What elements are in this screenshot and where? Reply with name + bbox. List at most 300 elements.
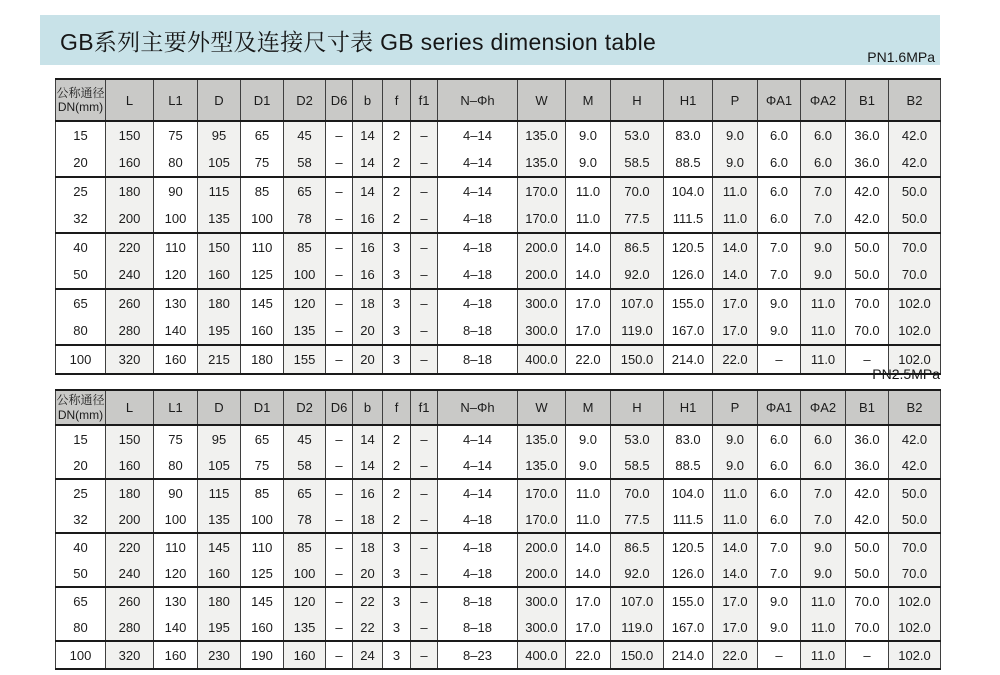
table-cell: 7.0 bbox=[801, 479, 846, 506]
table-cell: 22.0 bbox=[566, 641, 611, 669]
table-cell: 70.0 bbox=[611, 479, 664, 506]
table-row bbox=[56, 533, 941, 560]
column-header-dn: 公称通径 DN(mm) bbox=[56, 79, 106, 121]
column-header: D2 bbox=[284, 390, 326, 425]
table-cell: 8–18 bbox=[438, 345, 518, 374]
table-cell: 9.0 bbox=[758, 614, 801, 641]
table-cell: 4–14 bbox=[438, 177, 518, 205]
table-cell: 6.0 bbox=[801, 121, 846, 149]
table-cell: 3 bbox=[383, 289, 411, 317]
table-cell: 300.0 bbox=[518, 587, 566, 614]
table-cell: 119.0 bbox=[611, 317, 664, 345]
table-row bbox=[56, 177, 941, 205]
table-cell: 88.5 bbox=[664, 452, 713, 479]
table-cell: 9.0 bbox=[801, 560, 846, 587]
table-cell: 11.0 bbox=[566, 479, 611, 506]
table-cell: 3 bbox=[383, 533, 411, 560]
table-cell: 92.0 bbox=[611, 261, 664, 289]
table-cell: 4–14 bbox=[438, 149, 518, 177]
table-cell: – bbox=[411, 205, 438, 233]
table-cell: 126.0 bbox=[664, 261, 713, 289]
table-cell: 80 bbox=[154, 149, 198, 177]
table-cell: 50.0 bbox=[889, 177, 941, 205]
table-cell: 65 bbox=[56, 289, 106, 317]
table-cell: 11.0 bbox=[801, 317, 846, 345]
table-cell: 400.0 bbox=[518, 345, 566, 374]
table-cell: 70.0 bbox=[889, 533, 941, 560]
table-cell: – bbox=[411, 289, 438, 317]
column-header: N–Φh bbox=[438, 79, 518, 121]
table-cell: 80 bbox=[56, 317, 106, 345]
table-cell: 3 bbox=[383, 560, 411, 587]
table-cell: 14.0 bbox=[566, 233, 611, 261]
table-cell: – bbox=[326, 177, 353, 205]
table-cell: 8–18 bbox=[438, 614, 518, 641]
column-header: M bbox=[566, 79, 611, 121]
table-cell: – bbox=[411, 587, 438, 614]
column-header: D6 bbox=[326, 79, 353, 121]
table-cell: 11.0 bbox=[713, 479, 758, 506]
table-cell: 14 bbox=[353, 149, 383, 177]
table-cell: 3 bbox=[383, 641, 411, 669]
table-cell: 85 bbox=[241, 479, 284, 506]
table-cell: 42.0 bbox=[889, 452, 941, 479]
table-cell: 7.0 bbox=[758, 560, 801, 587]
column-header: f bbox=[383, 79, 411, 121]
table-cell: 75 bbox=[241, 149, 284, 177]
table-cell: 167.0 bbox=[664, 317, 713, 345]
table-cell: 160 bbox=[154, 345, 198, 374]
table-cell: 85 bbox=[241, 177, 284, 205]
table-cell: 6.0 bbox=[801, 425, 846, 452]
table-cell: – bbox=[758, 641, 801, 669]
table-cell: 160 bbox=[241, 317, 284, 345]
table-cell: – bbox=[326, 641, 353, 669]
table-cell: 150 bbox=[198, 233, 241, 261]
table-row bbox=[56, 452, 941, 479]
table-cell: 100 bbox=[241, 506, 284, 533]
table-cell: – bbox=[411, 317, 438, 345]
table-cell: 70.0 bbox=[889, 261, 941, 289]
column-header: H bbox=[611, 79, 664, 121]
table-cell: 50.0 bbox=[889, 506, 941, 533]
table-cell: 260 bbox=[106, 587, 154, 614]
table-cell: 135.0 bbox=[518, 425, 566, 452]
table-cell: 6.0 bbox=[758, 479, 801, 506]
table-cell: 2 bbox=[383, 177, 411, 205]
table-cell: – bbox=[326, 560, 353, 587]
table-cell: 85 bbox=[284, 233, 326, 261]
column-header: B2 bbox=[889, 390, 941, 425]
table-cell: 14.0 bbox=[713, 233, 758, 261]
table-cell: 150.0 bbox=[611, 345, 664, 374]
table-cell: 111.5 bbox=[664, 506, 713, 533]
column-header: D1 bbox=[241, 390, 284, 425]
table-cell: 135 bbox=[198, 506, 241, 533]
table-cell: 4–14 bbox=[438, 425, 518, 452]
table-cell: 280 bbox=[106, 317, 154, 345]
table-cell: 4–14 bbox=[438, 452, 518, 479]
table-cell: 167.0 bbox=[664, 614, 713, 641]
table-cell: 3 bbox=[383, 317, 411, 345]
table-cell: 120 bbox=[284, 587, 326, 614]
table-cell: 300.0 bbox=[518, 614, 566, 641]
dimension-table-pn16 bbox=[55, 78, 941, 375]
table-row bbox=[56, 614, 941, 641]
table-cell: 18 bbox=[353, 506, 383, 533]
table-cell: 75 bbox=[241, 452, 284, 479]
table-cell: – bbox=[411, 233, 438, 261]
table-cell: 120 bbox=[154, 560, 198, 587]
table-cell: – bbox=[411, 641, 438, 669]
table-cell: 100 bbox=[56, 641, 106, 669]
table-cell: 36.0 bbox=[846, 121, 889, 149]
table-cell: 11.0 bbox=[713, 205, 758, 233]
pressure-label-pn25: PN2.5MPa bbox=[872, 366, 940, 382]
table-cell: 125 bbox=[241, 560, 284, 587]
table-cell: 70.0 bbox=[846, 587, 889, 614]
table-cell: 102.0 bbox=[889, 345, 941, 374]
table-cell: 53.0 bbox=[611, 425, 664, 452]
table-cell: 180 bbox=[106, 479, 154, 506]
column-header: H bbox=[611, 390, 664, 425]
table-cell: 95 bbox=[198, 121, 241, 149]
table-cell: 45 bbox=[284, 425, 326, 452]
table-cell: 11.0 bbox=[801, 289, 846, 317]
table-cell: 70.0 bbox=[889, 233, 941, 261]
table-cell: 50 bbox=[56, 261, 106, 289]
table-cell: 104.0 bbox=[664, 479, 713, 506]
column-header: M bbox=[566, 390, 611, 425]
table-cell: 92.0 bbox=[611, 560, 664, 587]
table-cell: 58.5 bbox=[611, 452, 664, 479]
table-cell: 17.0 bbox=[566, 289, 611, 317]
table-cell: 42.0 bbox=[889, 121, 941, 149]
table-cell: – bbox=[411, 121, 438, 149]
table-row bbox=[56, 345, 941, 374]
table-cell: 14 bbox=[353, 177, 383, 205]
table-cell: 22 bbox=[353, 614, 383, 641]
table-row bbox=[56, 641, 941, 669]
table-cell: 4–18 bbox=[438, 261, 518, 289]
table-row bbox=[56, 560, 941, 587]
column-header: ΦA2 bbox=[801, 390, 846, 425]
table-cell: 4–18 bbox=[438, 560, 518, 587]
table-cell: 190 bbox=[241, 641, 284, 669]
table-cell: 42.0 bbox=[889, 425, 941, 452]
column-header: b bbox=[353, 79, 383, 121]
table-cell: 85 bbox=[284, 533, 326, 560]
table-cell: 3 bbox=[383, 233, 411, 261]
table-cell: 14.0 bbox=[566, 533, 611, 560]
table-cell: 11.0 bbox=[713, 177, 758, 205]
table-cell: 115 bbox=[198, 479, 241, 506]
table-cell: 36.0 bbox=[846, 452, 889, 479]
table-cell: 240 bbox=[106, 261, 154, 289]
table-cell: 300.0 bbox=[518, 317, 566, 345]
table-cell: 195 bbox=[198, 614, 241, 641]
table-cell: 7.0 bbox=[758, 533, 801, 560]
pressure-label-row bbox=[872, 366, 940, 384]
table-cell: – bbox=[326, 261, 353, 289]
table-cell: – bbox=[411, 425, 438, 452]
table-cell: 22.0 bbox=[566, 345, 611, 374]
table-cell: 130 bbox=[154, 587, 198, 614]
column-header: W bbox=[518, 390, 566, 425]
table-row bbox=[56, 233, 941, 261]
table-cell: 8–23 bbox=[438, 641, 518, 669]
table-cell: 102.0 bbox=[889, 641, 941, 669]
table-cell: 86.5 bbox=[611, 533, 664, 560]
table-cell: 120 bbox=[284, 289, 326, 317]
table-cell: 40 bbox=[56, 233, 106, 261]
table-cell: 14.0 bbox=[566, 560, 611, 587]
table-cell: 102.0 bbox=[889, 317, 941, 345]
table-cell: – bbox=[326, 506, 353, 533]
table-cell: – bbox=[411, 614, 438, 641]
table-cell: 180 bbox=[241, 345, 284, 374]
table-cell: 75 bbox=[154, 121, 198, 149]
table-cell: 11.0 bbox=[801, 641, 846, 669]
table-cell: 104.0 bbox=[664, 177, 713, 205]
table-cell: 4–18 bbox=[438, 205, 518, 233]
table-cell: 80 bbox=[56, 614, 106, 641]
table-cell: 14.0 bbox=[713, 261, 758, 289]
table-cell: 4–18 bbox=[438, 506, 518, 533]
table-cell: 130 bbox=[154, 289, 198, 317]
table-cell: 70.0 bbox=[889, 560, 941, 587]
table-cell: 50.0 bbox=[889, 479, 941, 506]
table-cell: 3 bbox=[383, 261, 411, 289]
table-cell: 240 bbox=[106, 560, 154, 587]
table-cell: 25 bbox=[56, 479, 106, 506]
table-cell: 22 bbox=[353, 587, 383, 614]
table-cell: 3 bbox=[383, 614, 411, 641]
table-cell: 17.0 bbox=[713, 289, 758, 317]
table-cell: – bbox=[326, 345, 353, 374]
table-cell: 9.0 bbox=[713, 425, 758, 452]
table-cell: 280 bbox=[106, 614, 154, 641]
table-cell: 9.0 bbox=[801, 261, 846, 289]
table-cell: 70.0 bbox=[846, 317, 889, 345]
table-cell: 40 bbox=[56, 533, 106, 560]
table-cell: 11.0 bbox=[566, 177, 611, 205]
table-cell: 6.0 bbox=[758, 177, 801, 205]
column-header: L1 bbox=[154, 79, 198, 121]
table-cell: 45 bbox=[284, 121, 326, 149]
table-cell: 65 bbox=[284, 177, 326, 205]
table-cell: 135.0 bbox=[518, 121, 566, 149]
table-cell: 36.0 bbox=[846, 425, 889, 452]
table-cell: 16 bbox=[353, 233, 383, 261]
table-cell: 7.0 bbox=[801, 506, 846, 533]
table-cell: – bbox=[326, 587, 353, 614]
table-cell: 110 bbox=[241, 533, 284, 560]
table-cell: 120.5 bbox=[664, 233, 713, 261]
table-cell: 65 bbox=[284, 479, 326, 506]
table-cell: 220 bbox=[106, 233, 154, 261]
column-header: D bbox=[198, 79, 241, 121]
table-cell: 14 bbox=[353, 425, 383, 452]
column-header: f1 bbox=[411, 79, 438, 121]
table-cell: 75 bbox=[154, 425, 198, 452]
table-cell: 155 bbox=[284, 345, 326, 374]
table-cell: 14.0 bbox=[566, 261, 611, 289]
column-header: ΦA2 bbox=[801, 79, 846, 121]
table-cell: 65 bbox=[56, 587, 106, 614]
column-header: H1 bbox=[664, 79, 713, 121]
table-cell: 4–14 bbox=[438, 121, 518, 149]
table-cell: 50.0 bbox=[846, 261, 889, 289]
table-cell: 14 bbox=[353, 452, 383, 479]
table-cell: – bbox=[326, 205, 353, 233]
table-cell: 4–18 bbox=[438, 233, 518, 261]
table-cell: 42.0 bbox=[846, 506, 889, 533]
table-cell: 11.0 bbox=[566, 506, 611, 533]
table-cell: 2 bbox=[383, 452, 411, 479]
table-cell: 77.5 bbox=[611, 205, 664, 233]
table-cell: – bbox=[758, 345, 801, 374]
table-cell: 2 bbox=[383, 425, 411, 452]
table-cell: 320 bbox=[106, 641, 154, 669]
column-header: D bbox=[198, 390, 241, 425]
column-header: D1 bbox=[241, 79, 284, 121]
table-cell: 170.0 bbox=[518, 177, 566, 205]
table-cell: 18 bbox=[353, 533, 383, 560]
table-cell: 155.0 bbox=[664, 289, 713, 317]
table-cell: 58 bbox=[284, 452, 326, 479]
table-cell: 160 bbox=[198, 261, 241, 289]
table-cell: 6.0 bbox=[758, 149, 801, 177]
table-cell: – bbox=[846, 345, 889, 374]
column-header: ΦA1 bbox=[758, 390, 801, 425]
table-cell: 6.0 bbox=[801, 452, 846, 479]
table-cell: 65 bbox=[241, 121, 284, 149]
table-cell: 9.0 bbox=[566, 452, 611, 479]
table-cell: 17.0 bbox=[566, 614, 611, 641]
table-cell: – bbox=[326, 233, 353, 261]
table-cell: 20 bbox=[353, 345, 383, 374]
table-row bbox=[56, 317, 941, 345]
column-header: D6 bbox=[326, 390, 353, 425]
table-cell: 9.0 bbox=[566, 425, 611, 452]
table-cell: 2 bbox=[383, 479, 411, 506]
table-cell: 100 bbox=[56, 345, 106, 374]
table-cell: 160 bbox=[241, 614, 284, 641]
table-row bbox=[56, 121, 941, 149]
table-cell: 83.0 bbox=[664, 425, 713, 452]
table-cell: 32 bbox=[56, 506, 106, 533]
table-cell: 160 bbox=[284, 641, 326, 669]
table-cell: – bbox=[326, 614, 353, 641]
table-cell: – bbox=[411, 177, 438, 205]
table-cell: 86.5 bbox=[611, 233, 664, 261]
table-cell: 100 bbox=[241, 205, 284, 233]
table-cell: 145 bbox=[241, 289, 284, 317]
table-cell: 50.0 bbox=[846, 533, 889, 560]
table-cell: 125 bbox=[241, 261, 284, 289]
table-cell: 110 bbox=[241, 233, 284, 261]
table-cell: 120.5 bbox=[664, 533, 713, 560]
dimension-table-pn25 bbox=[55, 389, 941, 670]
table-cell: 180 bbox=[198, 587, 241, 614]
column-header: f bbox=[383, 390, 411, 425]
table-cell: 200.0 bbox=[518, 533, 566, 560]
table-cell: – bbox=[326, 289, 353, 317]
table-cell: 105 bbox=[198, 452, 241, 479]
table-cell: – bbox=[411, 533, 438, 560]
table-cell: – bbox=[411, 345, 438, 374]
table-cell: 200.0 bbox=[518, 560, 566, 587]
table-cell: – bbox=[411, 506, 438, 533]
table-cell: 200 bbox=[106, 506, 154, 533]
column-header: W bbox=[518, 79, 566, 121]
table-row bbox=[56, 506, 941, 533]
table-cell: 20 bbox=[56, 149, 106, 177]
table-cell: 14.0 bbox=[713, 533, 758, 560]
table-cell: 150.0 bbox=[611, 641, 664, 669]
table-cell: – bbox=[326, 317, 353, 345]
column-header: L1 bbox=[154, 390, 198, 425]
table-cell: 7.0 bbox=[801, 205, 846, 233]
table-cell: 3 bbox=[383, 587, 411, 614]
table-cell: – bbox=[326, 425, 353, 452]
header-row bbox=[56, 390, 941, 425]
table-cell: 50.0 bbox=[846, 560, 889, 587]
pressure-label-pn16: PN1.6MPa bbox=[867, 49, 935, 65]
table-cell: 17.0 bbox=[713, 317, 758, 345]
table-cell: 22.0 bbox=[713, 345, 758, 374]
table-row bbox=[56, 205, 941, 233]
table-cell: 90 bbox=[154, 479, 198, 506]
table-cell: 170.0 bbox=[518, 506, 566, 533]
table-cell: 4–14 bbox=[438, 479, 518, 506]
table-cell: 4–18 bbox=[438, 289, 518, 317]
table-cell: 17.0 bbox=[566, 587, 611, 614]
column-header: P bbox=[713, 79, 758, 121]
table-cell: 195 bbox=[198, 317, 241, 345]
table-cell: 7.0 bbox=[758, 261, 801, 289]
table-cell: 2 bbox=[383, 149, 411, 177]
table-cell: 102.0 bbox=[889, 587, 941, 614]
table-cell: 170.0 bbox=[518, 479, 566, 506]
table-row bbox=[56, 479, 941, 506]
table-cell: 14.0 bbox=[713, 560, 758, 587]
table-cell: 42.0 bbox=[846, 205, 889, 233]
table-cell: 120 bbox=[154, 261, 198, 289]
table-cell: – bbox=[326, 452, 353, 479]
column-header: B1 bbox=[846, 390, 889, 425]
table-cell: 9.0 bbox=[758, 289, 801, 317]
table-cell: 70.0 bbox=[611, 177, 664, 205]
table-cell: – bbox=[411, 261, 438, 289]
table-cell: 6.0 bbox=[758, 452, 801, 479]
table-cell: 3 bbox=[383, 345, 411, 374]
table-cell: 230 bbox=[198, 641, 241, 669]
table-cell: 77.5 bbox=[611, 506, 664, 533]
table-cell: 102.0 bbox=[889, 289, 941, 317]
table-cell: 80 bbox=[154, 452, 198, 479]
table-cell: 9.0 bbox=[801, 233, 846, 261]
table-cell: 2 bbox=[383, 121, 411, 149]
table-cell: – bbox=[326, 479, 353, 506]
table-cell: 11.0 bbox=[801, 345, 846, 374]
table-cell: 70.0 bbox=[846, 289, 889, 317]
column-header: f1 bbox=[411, 390, 438, 425]
table-cell: 100 bbox=[154, 205, 198, 233]
column-header: B1 bbox=[846, 79, 889, 121]
table-cell: 200 bbox=[106, 205, 154, 233]
